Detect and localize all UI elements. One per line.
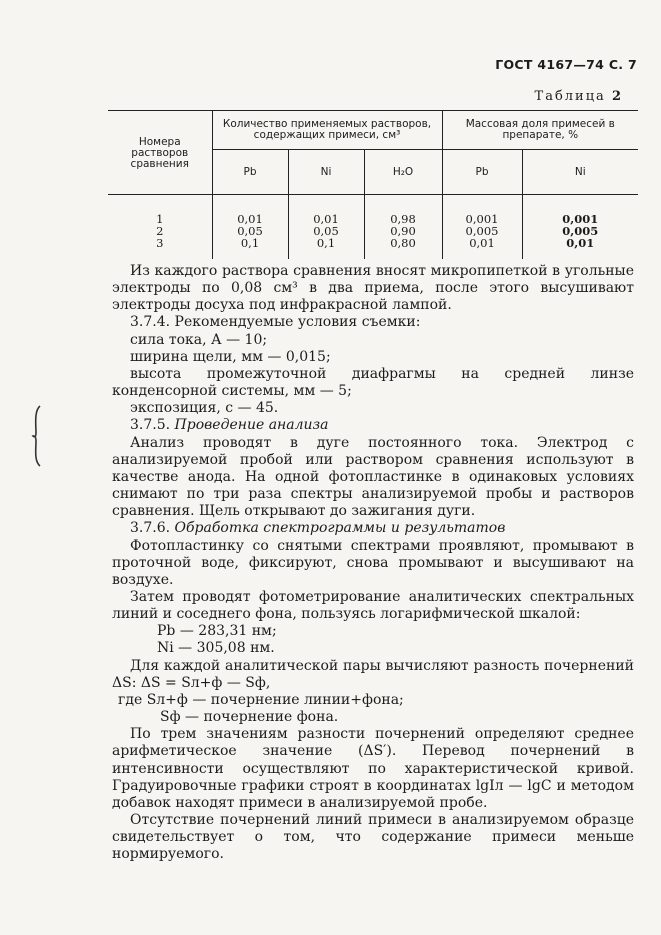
comparison-table xyxy=(108,110,638,259)
paragraph: Из каждого раствора сравнения вносят микропипеткой в угольные электроды по 0,08 см³ в два приема, после этого высушивают электроды досуха под инфракрасной лампой. xyxy=(112,263,634,314)
main-text xyxy=(112,263,634,863)
table-cell: 3 xyxy=(156,236,164,250)
table-row xyxy=(108,195,638,226)
table-cell: 0,01 xyxy=(442,237,522,259)
section-3-7-6 xyxy=(112,520,634,537)
table-row xyxy=(108,225,638,237)
table-cell: 1 xyxy=(156,212,164,226)
table-cell: 0,1 xyxy=(288,237,364,259)
paragraph: Анализ проводят в дуге постоянного тока. Электрод с анализируемой пробой или раствором сравнения используют в качестве анода. На одной фотопластинке в одинаковых условиях снимают по три раза спектры анализируемой пробы и растворов сравнения. Щель открывают до зажигания дуги. xyxy=(112,434,634,520)
col-header-solution-numbers: Номера растворов сравнения xyxy=(108,111,212,195)
table-caption-number: 2 xyxy=(611,89,621,104)
table-row xyxy=(108,237,638,259)
section-title: Обработка спектрограммы и результатов xyxy=(174,520,506,537)
formula-paragraph: Для каждой аналитической пары вычисляют разность почернений ΔS: ΔS = Sл+ф — Sф, xyxy=(112,657,634,691)
wavelength-pb: Pb — 283,31 нм; xyxy=(157,623,277,640)
paragraph: Отсутствие почернений линий примеси в анализируемом образце свидетельствует о том, что содержание примеси меньше нормируемого. xyxy=(112,812,634,863)
col-header-ni-volume: Ni xyxy=(288,150,364,195)
list-item: высота промежуточной диафрагмы на средней линзе конденсорной системы, мм — 5; xyxy=(112,365,634,400)
paragraph: Фотопластинку со снятыми спектрами проявляют, промывают в проточной воде, фиксируют, снова промывают и высушивают на воздухе. xyxy=(112,537,634,588)
table-cell: 0,05 xyxy=(288,225,364,237)
table-caption xyxy=(535,89,621,104)
table-cell: 0,1 xyxy=(212,237,288,259)
list-item: экспозиция, с — 45. xyxy=(130,400,279,417)
section-title: Проведение анализа xyxy=(174,417,329,434)
col-header-water-volume: H₂O xyxy=(364,150,442,195)
paragraph: Затем проводят фотометрирование аналитических спектральных линий и соседнего фона, пользуясь логарифмической шкалой: xyxy=(112,588,634,623)
table-caption-prefix: Таблица xyxy=(534,89,606,104)
section-number: 3.7.6. xyxy=(130,520,171,537)
table-cell: 0,01 xyxy=(288,195,364,226)
list-item: ширина щели, мм — 0,015; xyxy=(130,348,331,365)
paragraph: По трем значениям разности почернений определяют среднее арифметическое значение (ΔS′). Перевод почернений в интенсивности осуществляют по характеристической кривой. Градуировочные графики строят в координатах lgIл — lgC и методом добавок находят примеси в анализируемой пробе. xyxy=(112,726,634,811)
margin-bracket-mark xyxy=(31,405,43,467)
section-number: 3.7.5. xyxy=(130,417,171,434)
table-cell: 0,01 xyxy=(212,195,288,226)
col-header-ni-mass: Ni xyxy=(522,150,638,195)
list-item: сила тока, А — 10; xyxy=(130,331,268,348)
col-header-pb-mass: Pb xyxy=(442,150,522,195)
definition-line: Sф — почернение фона. xyxy=(160,709,339,726)
col-group-volume: Количество применяемых растворов, содержащих примеси, см³ xyxy=(212,111,442,150)
table-cell: 2 xyxy=(156,224,164,238)
table-cell: 0,05 xyxy=(212,225,288,237)
table-cell: 0,005 xyxy=(442,225,522,237)
page-header: ГОСТ 4167—74 С. 7 xyxy=(495,57,637,72)
section-3-7-5 xyxy=(112,417,634,434)
col-header-pb-volume: Pb xyxy=(212,150,288,195)
table-cell: 0,80 xyxy=(364,237,442,259)
table-cell: 0,005 xyxy=(522,225,638,237)
table-cell: 0,01 xyxy=(522,237,638,259)
table-cell: 0,98 xyxy=(364,195,442,226)
table-cell: 0,001 xyxy=(442,195,522,226)
section-3-7-4: 3.7.4. Рекомендуемые условия съемки: xyxy=(130,314,421,331)
table-cell: 0,001 xyxy=(522,195,638,226)
wavelength-ni: Ni — 305,08 нм. xyxy=(157,640,275,657)
table-cell: 0,90 xyxy=(364,225,442,237)
definition-line: где Sл+ф — почернение линии+фона; xyxy=(118,691,404,708)
col-group-mass: Массовая доля примесей в препарате, % xyxy=(442,111,638,150)
